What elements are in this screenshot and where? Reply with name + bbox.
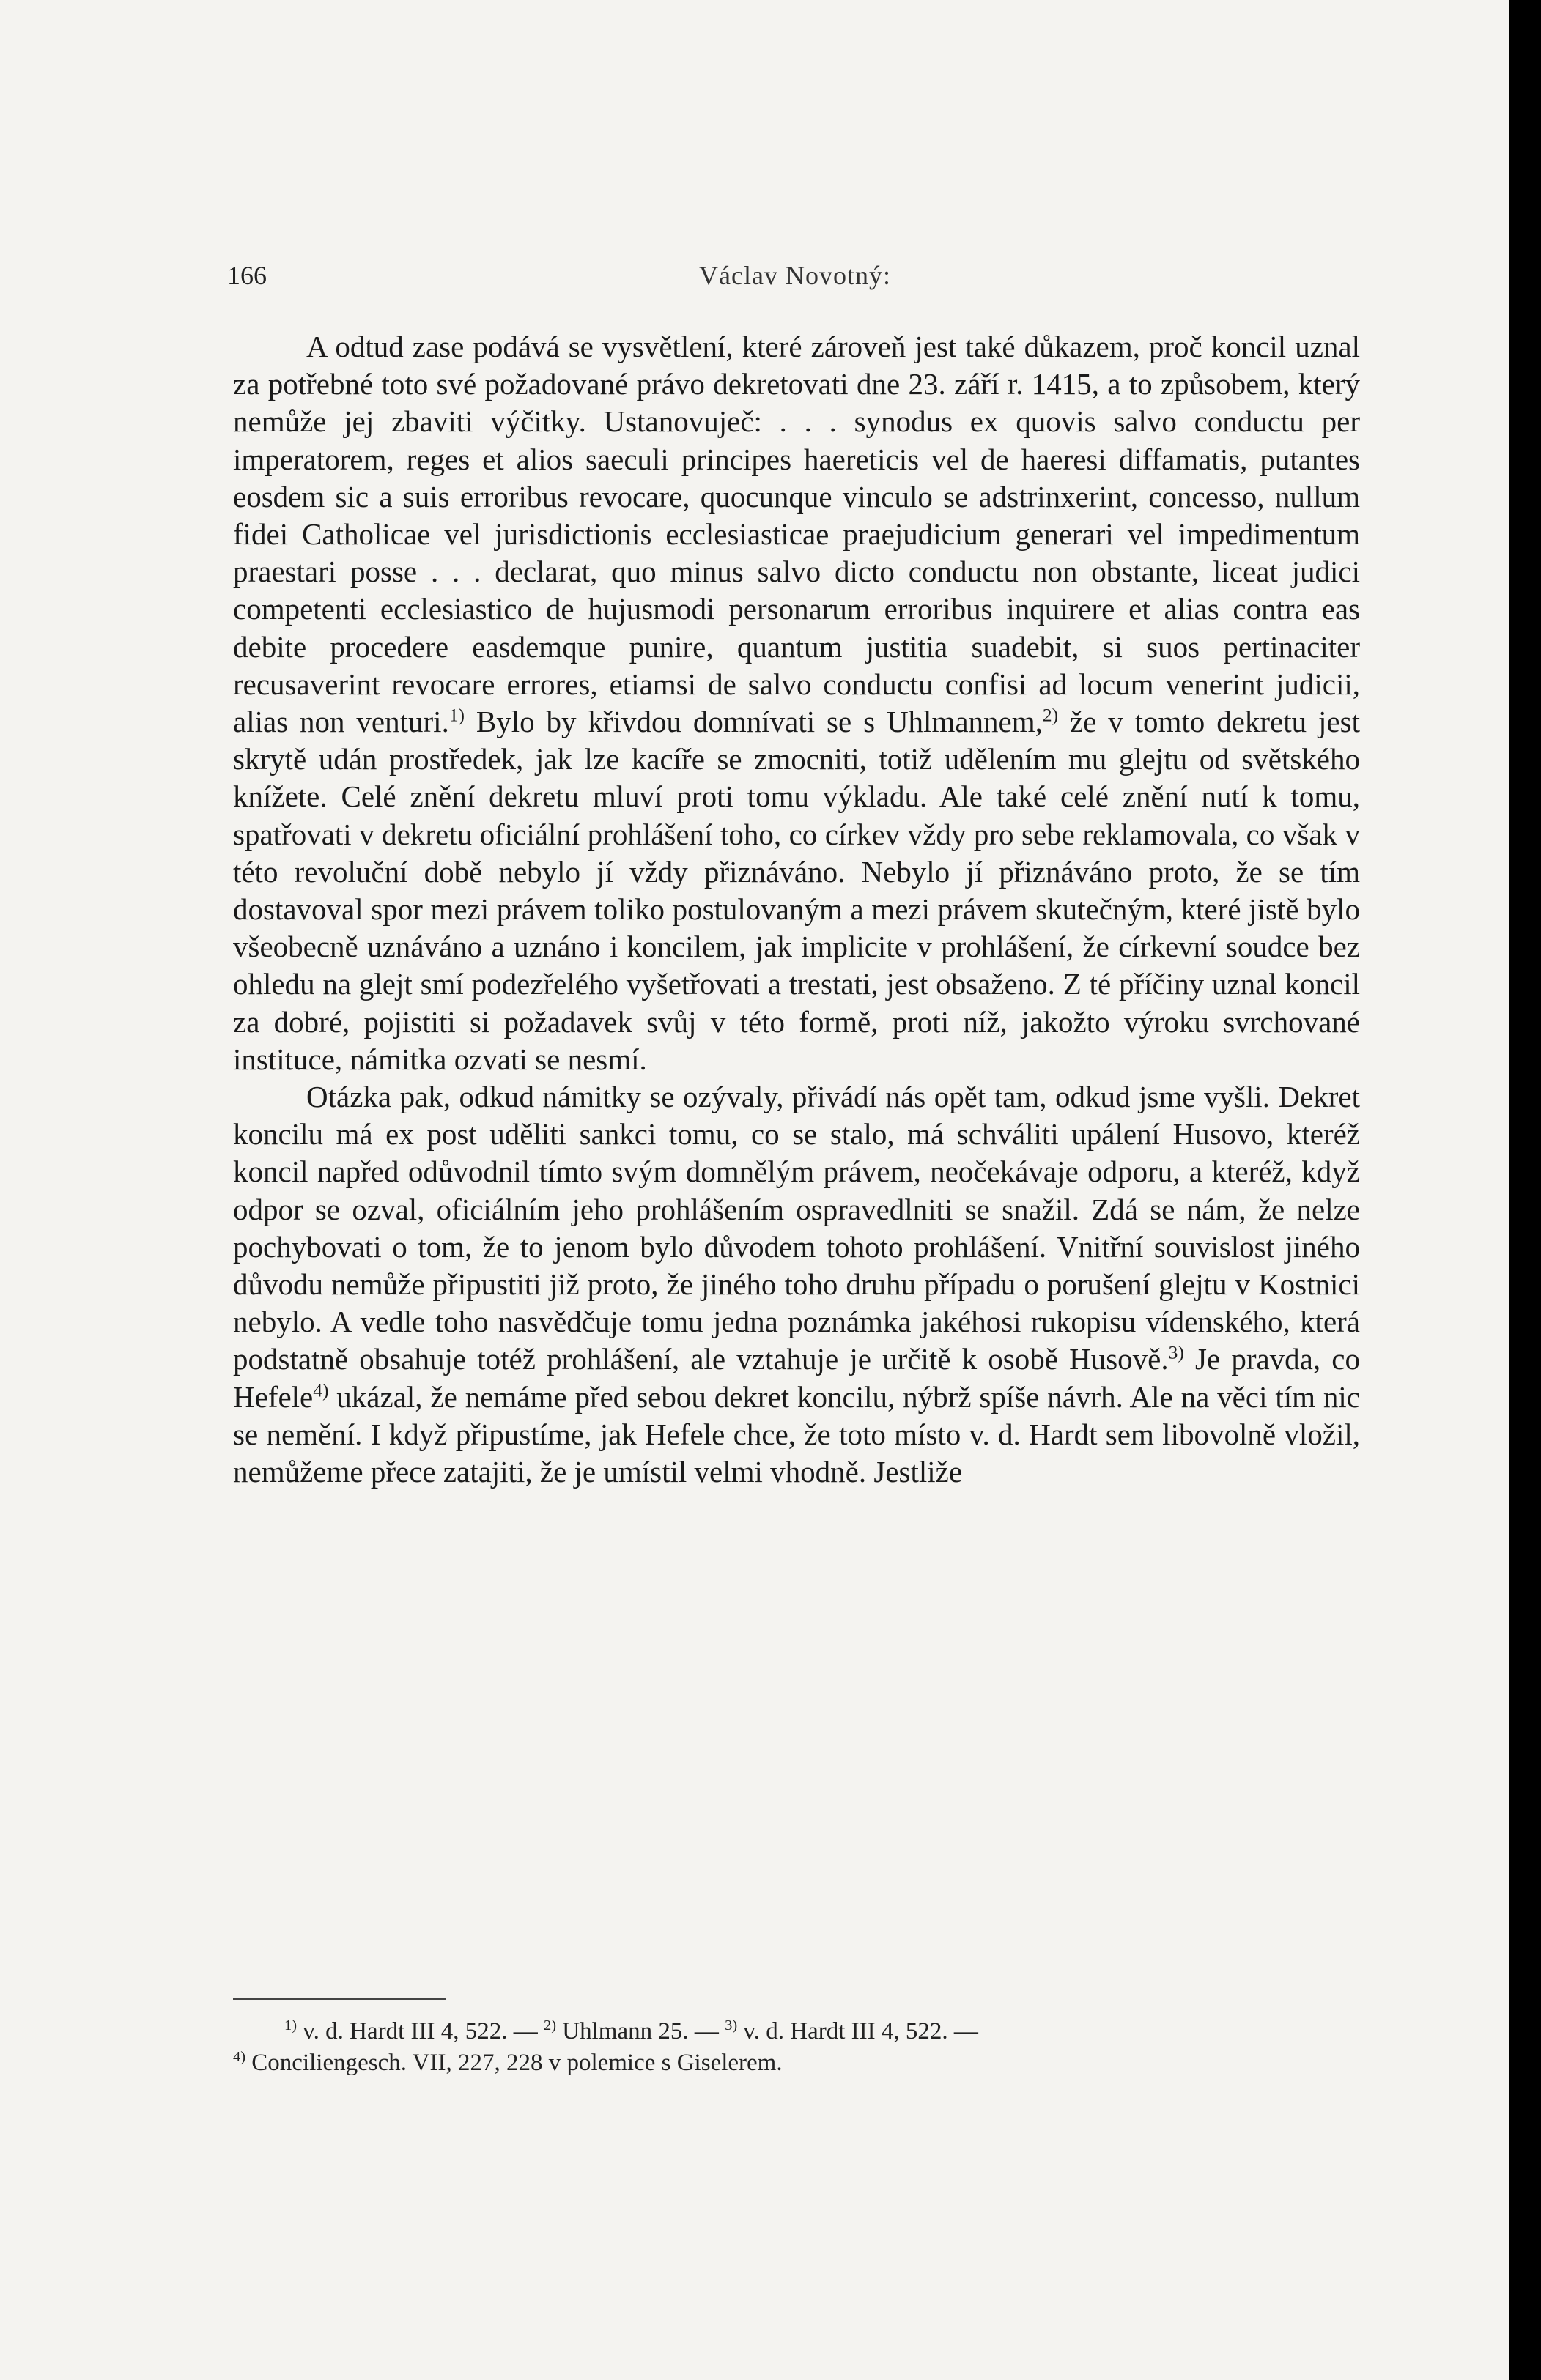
footnote-ref: 3) xyxy=(1168,1342,1184,1363)
footnote-text: v. d. Hardt III 4, 522. — xyxy=(297,2018,544,2044)
footnote-text: v. d. Hardt III 4, 522. — xyxy=(737,2018,978,2044)
footnote-text: Conciliengesch. VII, 227, 228 v polemice s Giselerem. xyxy=(245,2050,783,2076)
paragraph-text: Je pravda, co Hefele xyxy=(233,1342,1360,1414)
footnote-ref: 1) xyxy=(448,705,465,726)
paragraph-text: že v tomto dekretu jest skrytě udán prostředek, jak lze kacíře se zmocniti, totiž udělením mu glejtu od světského knížete. Celé znění dekretu mluví proti tomu výkladu. Ale také celé znění nutí k tomu, spatřovati v dekretu oficiální prohlášení toho, co církev vždy pro sebe reklamovala, co však v této revoluční době nebylo jí vždy přiznáváno. Nebylo jí přiznáváno proto, že se tím dostavoval spor mezi právem toliko postulovaným a mezi právem skutečným, které jistě bylo všeobecně uznáváno a uznáno i koncilem, jak implicite v prohlášení, že církevní soudce bez ohledu na glejt smí podezřelého vyšetřovati a trestati, jest obsaženo. Z té příčiny uznal koncil za dobré, pojistiti si požadavek svůj v této formě, proti níž, jakožto výroku svrchované instituce, námitka ozvati se nesmí. xyxy=(233,705,1360,1076)
paragraph-text: A odtud zase podává se vysvětlení, které zároveň jest také důkazem, proč koncil uznal za potřebné toto své požadované právo dekretovati dne 23. září r. 1415, a to způsobem, který nemůže jej zbaviti výčitky. Ustanovuječ: . . . synodus ex quovis salvo conductu per imperatorem, reges et alios saeculi principes haereticis vel de haeresi diffamatis, putantes eosdem sic a suis erroribus revocare, quocunque vinculo se adstrinxerint, concesso, nullum fidei Catholicae vel jurisdictionis ecclesiasticae praejudicium generari vel impedimentum praestari posse . . . declarat, quo minus salvo dicto conductu non obstante, liceat judici competenti ecclesiastico de hujusmodi personarum erroribus inquirere et alias contra eas debite procedere easdemque punire, quantum justitia suadebit, si suos pertinaciter recusaverint revocare errores, etiamsi de salvo conductu confisi ad locum venerint judicii, alias non venturi. xyxy=(233,330,1360,739)
paragraph-1 xyxy=(233,328,1360,1078)
footnote-ref: 2) xyxy=(1042,705,1059,726)
paragraph-text: Bylo by křivdou domnívati se s Uhlmannem, xyxy=(465,705,1043,739)
paragraph-2 xyxy=(233,1078,1360,1491)
footnote-ref: 4) xyxy=(313,1380,329,1401)
footnote-divider xyxy=(233,1998,446,2000)
page-number: 166 xyxy=(227,261,267,290)
body-text xyxy=(233,328,1360,1491)
footnote-marker: 4) xyxy=(233,2049,246,2065)
footnote-marker: 1) xyxy=(284,2017,298,2034)
page-header xyxy=(227,260,1363,304)
paragraph-text: Otázka pak, odkud námitky se ozývaly, přivádí nás opět tam, odkud jsme vyšli. Dekret koncilu má ex post uděliti sankci tomu, co se stalo, má schváliti upálení Husovo, kteréž koncil napřed odůvodnil tímto svým domnělým právem, neočekávaje odporu, a kteréž, když odpor se ozval, oficiálním jeho prohlášením ospravedlniti se snažil. Zdá se nám, že nelze pochybovati o tom, že to jenom bylo důvodem tohoto prohlášení. Vnitřní souvislost jiného důvodu nemůže připustiti již proto, že jiného toho druhu případu o porušení glejtu v Kostnici nebylo. A vedle toho nasvědčuje tomu jedna poznámka jakéhosi rukopisu vídenského, která podstatně obsahuje totéž prohlášení, ale vztahuje je určitě k osobě Husově. xyxy=(233,1080,1360,1376)
paragraph-text: ukázal, že nemáme před sebou dekret koncilu, nýbrž spíše návrh. Ale na věci tím nic se nemění. I když připustíme, jak Hefele chce, že toto místo v. d. Hardt sem libovolně vložil, nemůžeme přece zatajiti, že je umístil velmi vhodně. Jestliže xyxy=(233,1379,1360,1489)
footnotes xyxy=(233,2016,1360,2079)
footnote-line xyxy=(233,2047,1360,2079)
footnote-text: Uhlmann 25. — xyxy=(556,2018,725,2044)
running-title: Václav Novotný: xyxy=(699,261,891,290)
footnote-line xyxy=(233,2016,1360,2047)
footnote-marker: 3) xyxy=(725,2017,738,2034)
footnote-marker: 2) xyxy=(544,2017,557,2034)
